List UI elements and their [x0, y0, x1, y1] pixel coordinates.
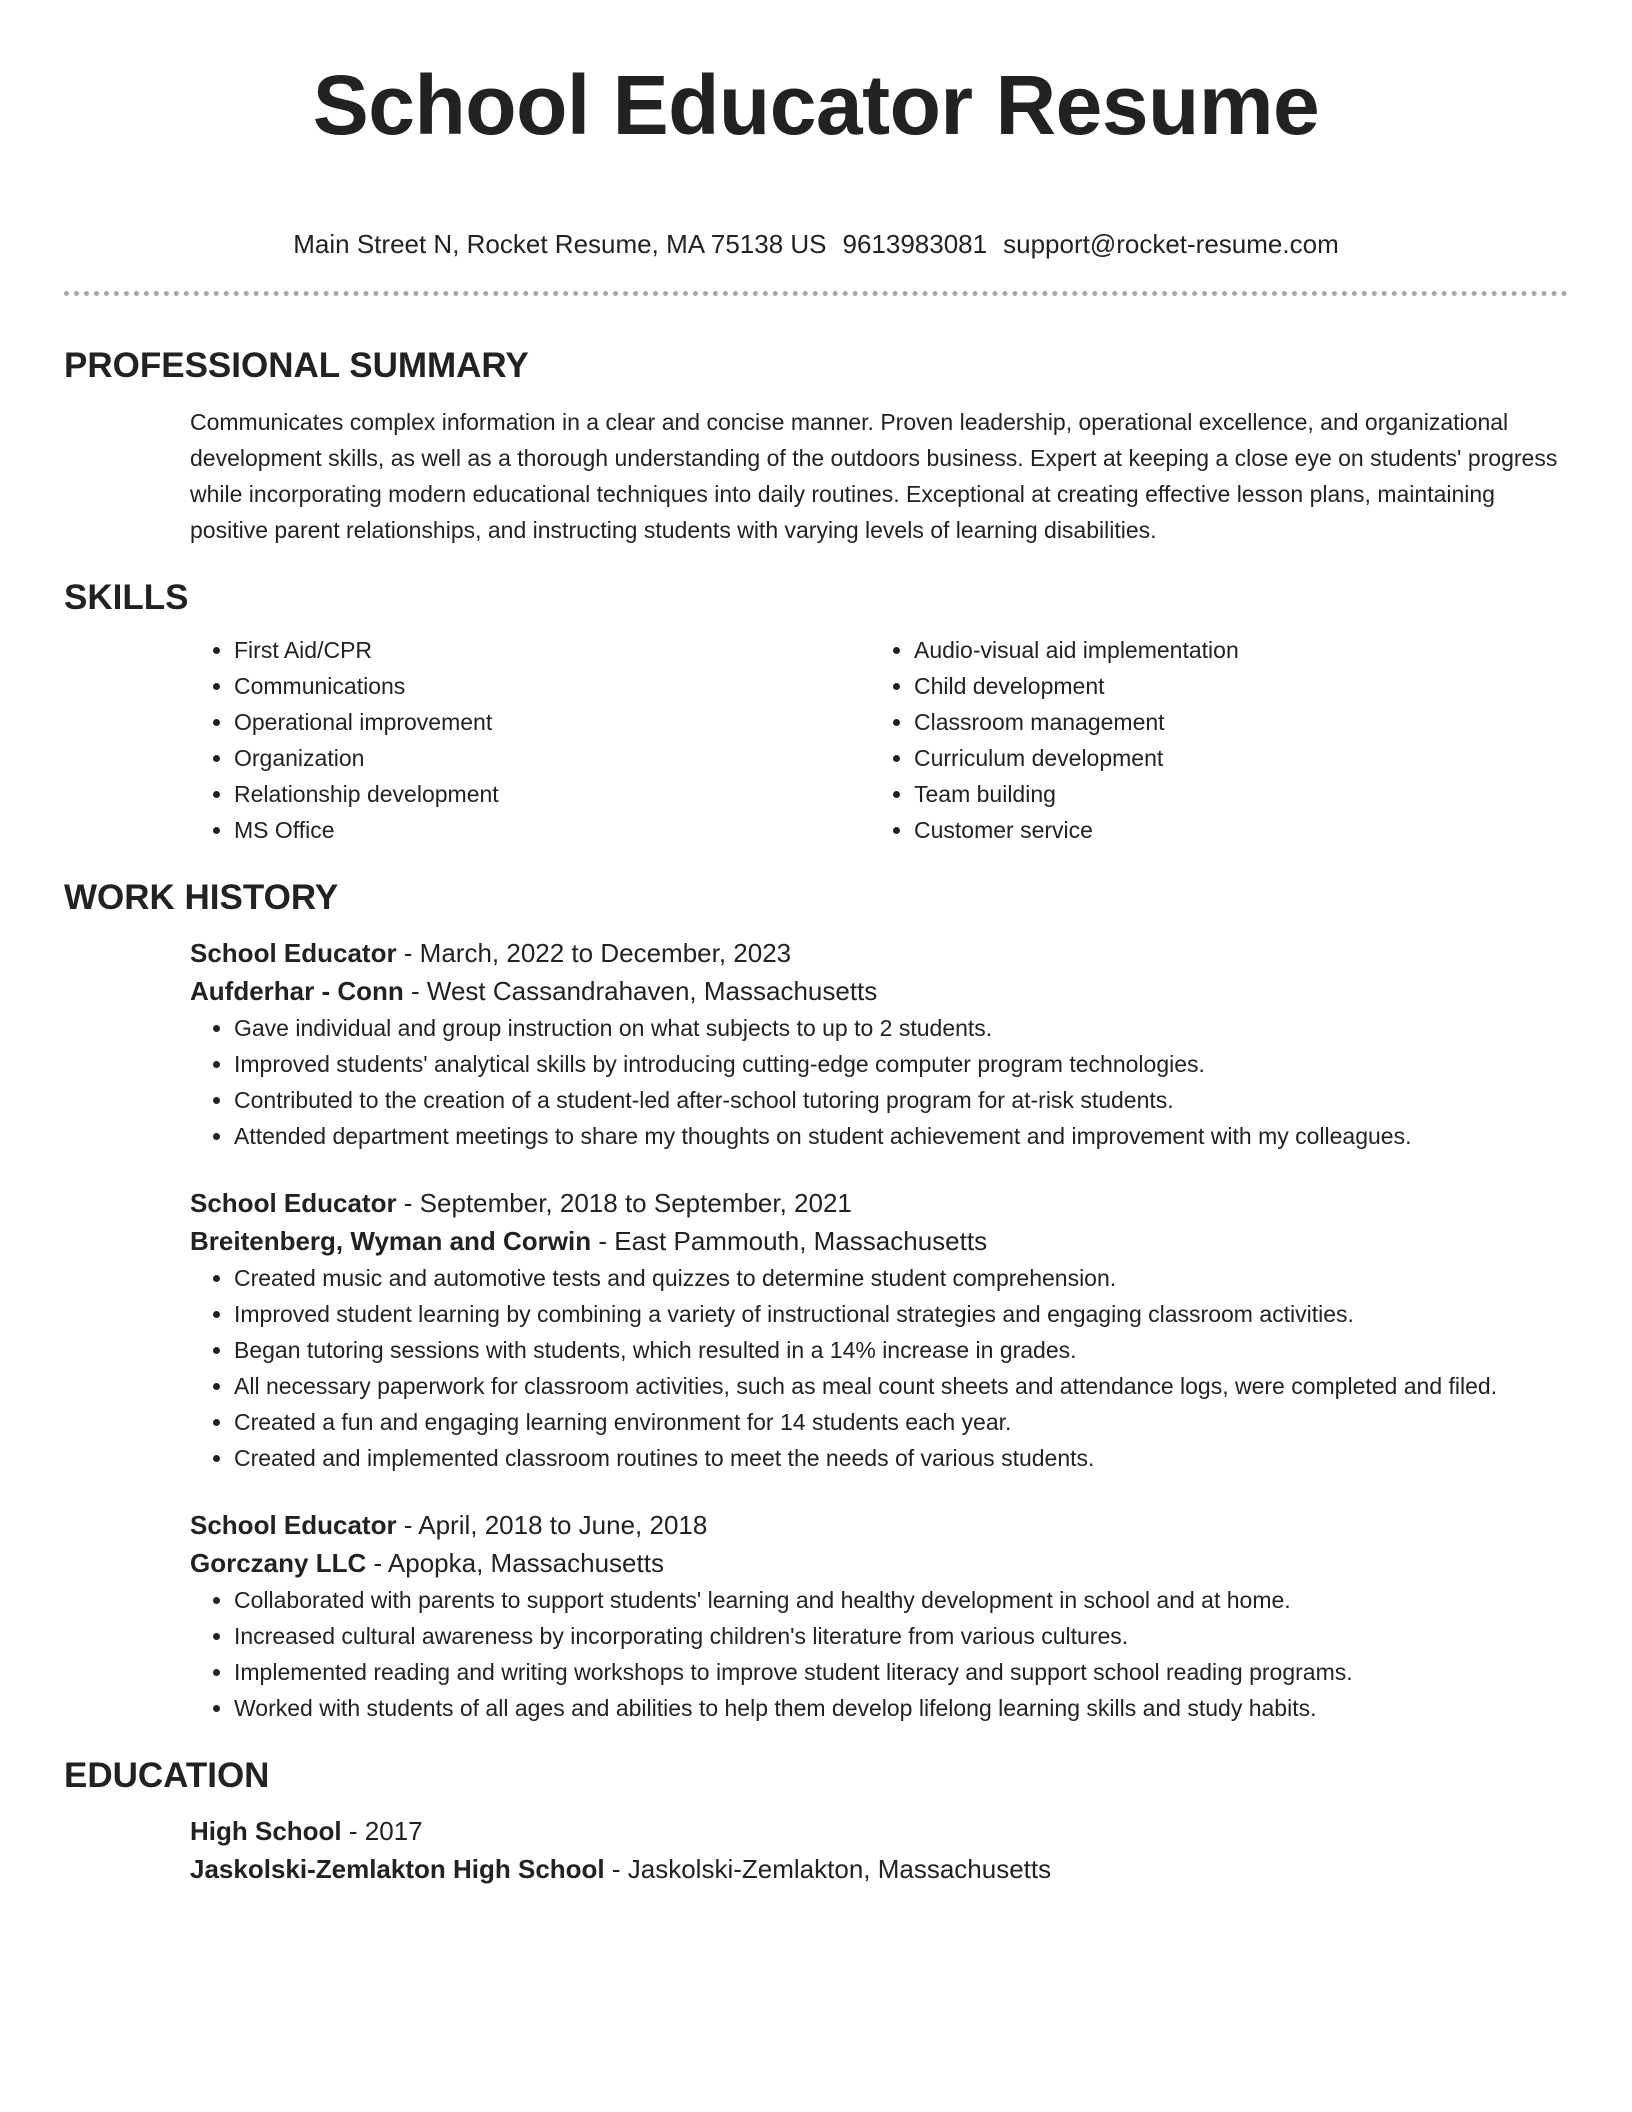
- job-title-line: [190, 1506, 1568, 1544]
- skill-item: • MS Office: [234, 812, 870, 848]
- education-heading: EDUCATION: [64, 1756, 270, 1795]
- education-degree: High School: [190, 1816, 342, 1846]
- contact-email: support@rocket-resume.com: [1003, 229, 1339, 259]
- skills-column-left: [190, 632, 870, 848]
- job-bullet: • All necessary paperwork for classroom activities, such as meal count sheets and attendance logs, were completed and filed.: [234, 1368, 1568, 1404]
- contact-phone: 9613983081: [842, 229, 988, 259]
- education-year: - 2017: [341, 1816, 423, 1846]
- education-degree-line: [190, 1812, 1568, 1850]
- job-bullet: • Created and implemented classroom routines to meet the needs of various students.: [234, 1440, 1568, 1476]
- job-company: Aufderhar - Conn: [190, 976, 404, 1006]
- job-bullet: • Attended department meetings to share my thoughts on student achievement and improvement with my colleagues.: [234, 1118, 1568, 1154]
- job-dates: - April, 2018 to June, 2018: [396, 1510, 708, 1540]
- skill-item: • Customer service: [914, 812, 1550, 848]
- skill-item: • Classroom management: [914, 704, 1550, 740]
- job-entry: [190, 934, 1568, 1154]
- job-company: Gorczany LLC: [190, 1548, 367, 1578]
- job-bullets: [190, 1582, 1568, 1726]
- skills-list: [190, 632, 1568, 848]
- job-dates: - September, 2018 to September, 2021: [396, 1188, 852, 1218]
- job-title-line: [190, 1184, 1568, 1222]
- job-company: Breitenberg, Wyman and Corwin: [190, 1226, 592, 1256]
- job-bullet: • Created a fun and engaging learning environment for 14 students each year.: [234, 1404, 1568, 1440]
- contact-line: [64, 227, 1568, 261]
- header-divider: [64, 291, 1568, 296]
- job-dates: - March, 2022 to December, 2023: [396, 938, 792, 968]
- job-company-line: [190, 1544, 1568, 1582]
- education-school-line: [190, 1850, 1568, 1888]
- job-bullet: • Collaborated with parents to support students' learning and healthy development in school and at home.: [234, 1582, 1568, 1618]
- job-location: - West Cassandrahaven, Massachusetts: [403, 976, 878, 1006]
- job-bullet: • Increased cultural awareness by incorporating children's literature from various cultures.: [234, 1618, 1568, 1654]
- education-school: Jaskolski-Zemlakton High School: [190, 1854, 605, 1884]
- job-bullet: • Improved students' analytical skills by introducing cutting-edge computer program technologies.: [234, 1046, 1568, 1082]
- job-bullet: • Created music and automotive tests and quizzes to determine student comprehension.: [234, 1260, 1568, 1296]
- skill-item: • Curriculum development: [914, 740, 1550, 776]
- resume-title: School Educator Resume: [312, 58, 1320, 152]
- job-bullet: • Worked with students of all ages and abilities to help them develop lifelong learning skills and study habits.: [234, 1690, 1568, 1726]
- job-title-line: [190, 934, 1568, 972]
- job-bullet: • Contributed to the creation of a student-led after-school tutoring program for at-risk students.: [234, 1082, 1568, 1118]
- job-bullet: • Improved student learning by combining a variety of instructional strategies and engaging classroom activities.: [234, 1296, 1568, 1332]
- job-role: School Educator: [190, 1510, 397, 1540]
- summary-text: Communicates complex information in a clear and concise manner. Proven leadership, operational excellence, and organizational development skills, as well as a thorough understanding of the outdoors business. Expert at keeping a close eye on students' progress while incorporating modern educational techniques into daily routines. Exceptional at creating effective lesson plans, maintaining positive parent relationships, and instructing students with varying levels of learning disabilities.: [190, 409, 1558, 543]
- job-company-line: [190, 972, 1568, 1010]
- skill-item: • Relationship development: [234, 776, 870, 812]
- job-bullet: • Began tutoring sessions with students, which resulted in a 14% increase in grades.: [234, 1332, 1568, 1368]
- job-location: - East Pammouth, Massachusetts: [591, 1226, 988, 1256]
- skill-item: • Team building: [914, 776, 1550, 812]
- skills-heading: SKILLS: [64, 578, 189, 617]
- job-bullets: [190, 1010, 1568, 1154]
- skill-item: • First Aid/CPR: [234, 632, 870, 668]
- job-entry: [190, 1506, 1568, 1726]
- education-entry: [190, 1812, 1568, 1888]
- job-bullet: • Implemented reading and writing workshops to improve student literacy and support school reading programs.: [234, 1654, 1568, 1690]
- job-location: - Apopka, Massachusetts: [366, 1548, 664, 1578]
- job-role: School Educator: [190, 938, 397, 968]
- education-location: - Jaskolski-Zemlakton, Massachusetts: [604, 1854, 1052, 1884]
- job-bullet: • Gave individual and group instruction on what subjects to up to 2 students.: [234, 1010, 1568, 1046]
- job-role: School Educator: [190, 1188, 397, 1218]
- job-bullets: [190, 1260, 1568, 1476]
- job-entry: [190, 1184, 1568, 1476]
- skills-column-right: [870, 632, 1550, 848]
- job-company-line: [190, 1222, 1568, 1260]
- skill-item: • Organization: [234, 740, 870, 776]
- skill-item: • Operational improvement: [234, 704, 870, 740]
- work-history-heading: WORK HISTORY: [64, 878, 339, 917]
- skill-item: • Child development: [914, 668, 1550, 704]
- skill-item: • Audio-visual aid implementation: [914, 632, 1550, 668]
- skill-item: • Communications: [234, 668, 870, 704]
- contact-address: Main Street N, Rocket Resume, MA 75138 US: [293, 229, 827, 259]
- summary-heading: PROFESSIONAL SUMMARY: [64, 346, 529, 385]
